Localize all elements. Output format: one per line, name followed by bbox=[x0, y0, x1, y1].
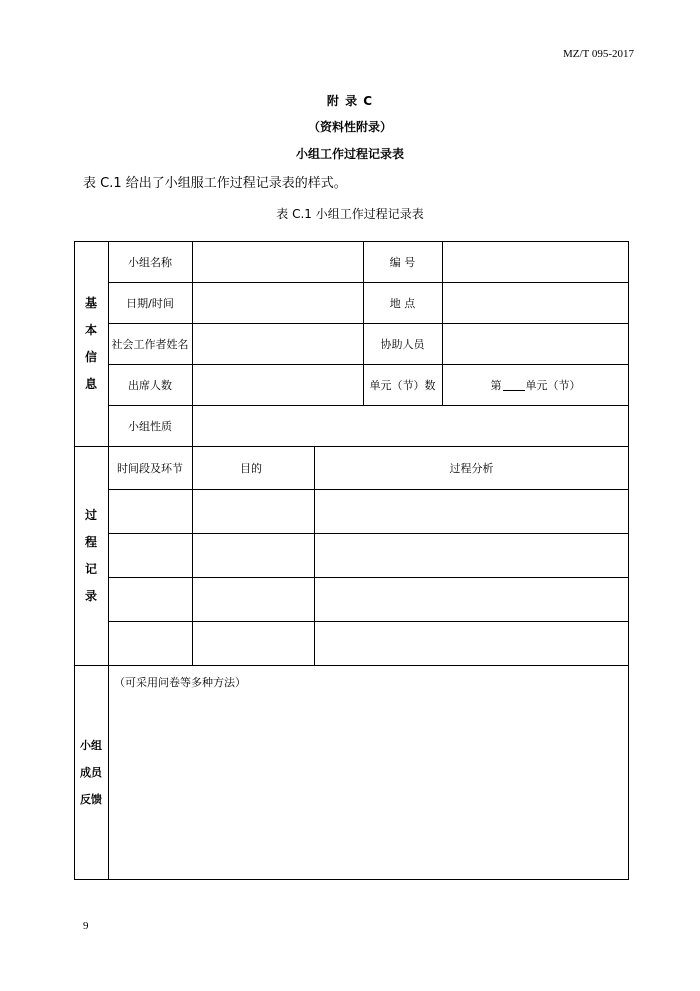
basic-info-section-label: 基 本 信 息 bbox=[84, 295, 97, 391]
process-time-cell[interactable] bbox=[109, 534, 192, 577]
standard-code: MZ/T 095-2017 bbox=[563, 48, 634, 60]
col-analysis-header: 过程分析 bbox=[449, 461, 494, 475]
group-name-label: 小组名称 bbox=[128, 255, 172, 269]
datetime-label: 日期/时间 bbox=[126, 296, 174, 310]
col-purpose-header: 目的 bbox=[240, 461, 262, 475]
table-caption: 表 C.1 小组工作过程记录表 bbox=[276, 207, 424, 221]
session-count-field[interactable] bbox=[443, 364, 628, 405]
session-prefix: 第 bbox=[490, 378, 502, 392]
social-worker-field[interactable] bbox=[193, 324, 363, 364]
process-analysis-cell[interactable] bbox=[315, 578, 628, 621]
feedback-hint: （可采用问卷等多种方法） bbox=[114, 676, 246, 689]
group-name-field[interactable] bbox=[193, 242, 363, 282]
session-count-label: 单元（节）数 bbox=[369, 378, 436, 392]
process-time-cell[interactable] bbox=[109, 578, 192, 621]
session-suffix: 单元（节） bbox=[525, 378, 581, 392]
intro-paragraph: 表 C.1 给出了小组服工作过程记录表的样式。 bbox=[83, 176, 347, 191]
process-section-label: 过 程 记 录 bbox=[84, 507, 97, 603]
group-nature-label: 小组性质 bbox=[128, 419, 172, 433]
process-purpose-cell[interactable] bbox=[193, 578, 314, 621]
group-work-record-form bbox=[74, 241, 629, 880]
border-bottom bbox=[74, 879, 629, 880]
process-purpose-cell[interactable] bbox=[193, 490, 314, 533]
assistant-field[interactable] bbox=[443, 324, 628, 364]
process-analysis-cell[interactable] bbox=[315, 534, 628, 577]
appendix-type: （资料性附录） bbox=[307, 120, 392, 134]
border-right bbox=[628, 241, 629, 880]
feedback-section-label: 小组 成员 反馈 bbox=[80, 738, 102, 806]
social-worker-label: 社会工作者姓名 bbox=[111, 337, 189, 351]
process-purpose-cell[interactable] bbox=[193, 534, 314, 577]
appendix-name: 小组工作过程记录表 bbox=[295, 147, 404, 161]
feedback-field[interactable] bbox=[109, 666, 628, 879]
location-label: 地 点 bbox=[389, 296, 416, 310]
location-field[interactable] bbox=[443, 283, 628, 323]
process-purpose-cell[interactable] bbox=[193, 622, 314, 665]
number-field[interactable] bbox=[443, 242, 628, 282]
datetime-field[interactable] bbox=[193, 283, 363, 323]
process-time-cell[interactable] bbox=[109, 622, 192, 665]
process-time-cell[interactable] bbox=[109, 490, 192, 533]
number-label: 编 号 bbox=[389, 255, 416, 269]
col-time-header: 时间段及环节 bbox=[117, 461, 183, 475]
page-number: 9 bbox=[83, 920, 89, 932]
session-blank[interactable] bbox=[503, 379, 525, 391]
process-analysis-cell[interactable] bbox=[315, 622, 628, 665]
attendance-field[interactable] bbox=[193, 365, 363, 405]
assistant-label: 协助人员 bbox=[380, 337, 425, 351]
appendix-title: 附 录 C bbox=[326, 94, 374, 108]
process-analysis-cell[interactable] bbox=[315, 490, 628, 533]
attendance-label: 出席人数 bbox=[128, 378, 172, 392]
group-nature-field[interactable] bbox=[193, 406, 628, 446]
